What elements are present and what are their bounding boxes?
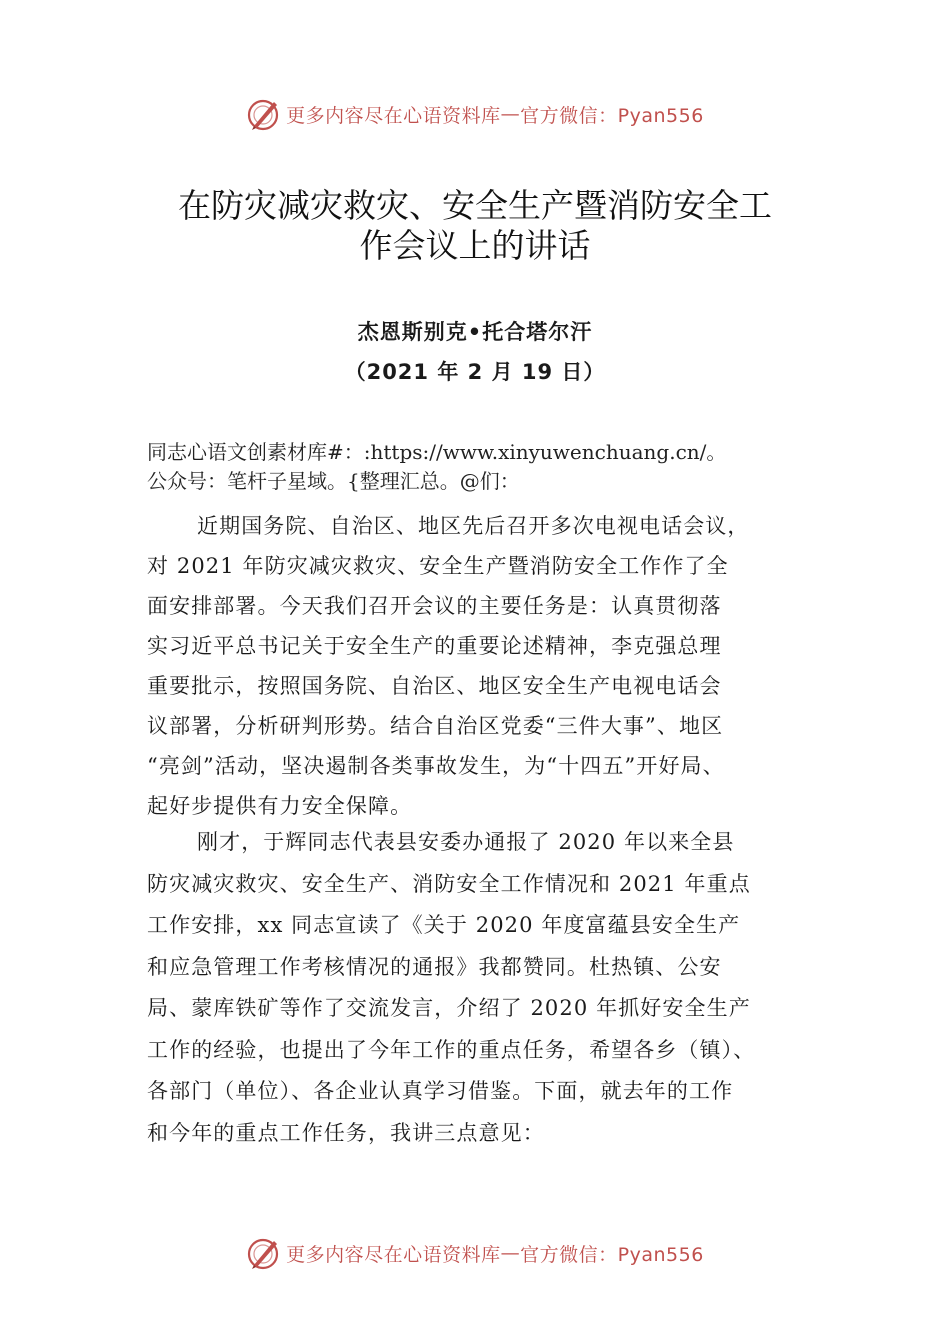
document-title [120, 186, 830, 266]
paragraph-line: 对 2021 年防灾减灾救灾、安全生产暨消防安全工作作了全 [147, 554, 729, 578]
paragraph-line: 议部署，分析研判形势。结合自治区党委“三件大事”、地区 [147, 714, 724, 738]
notice-line-2: 公众号：笔杆子星域。{整理汇总。@们： [147, 469, 520, 493]
paragraph-line: 各部门（单位）、各企业认真学习借鉴。下面，就去年的工作 [147, 1079, 734, 1103]
banner-dash: — [500, 103, 521, 125]
title-line-1: 在防灾减灾救灾、安全生产暨消防安全工 [178, 186, 772, 225]
notice-line-1: 同志心语文创素材库#：:https://www.xinyuwenchuang.cn/。 [147, 440, 727, 464]
banner-dash: — [500, 1242, 521, 1264]
paragraph-line: 重要批示，按照国务院、自治区、地区安全生产电视电话会 [147, 674, 722, 698]
paragraph-line: 工作的经验，也提出了今年工作的重点任务，希望各乡（镇）、 [147, 1037, 756, 1062]
banner-left-text: 更多内容尽在心语资料库 [286, 1243, 501, 1266]
pen-seal-logo-icon [246, 96, 282, 132]
pen-seal-logo-icon [246, 1235, 282, 1271]
paragraph-line: 刚才，于辉同志代表县安委办通报了 2020 年以来全县 [197, 830, 735, 854]
paragraph-1 [147, 506, 837, 826]
paragraph-line: 局、蒙库铁矿等作了交流发言，介绍了 2020 年抓好安全生产 [147, 996, 751, 1020]
title-line-2: 作会议上的讲话 [359, 226, 591, 265]
bottom-banner [0, 1233, 950, 1273]
paragraph-line: 工作安排，xx 同志宣读了《关于 2020 年度富蕴县安全生产 [147, 913, 741, 937]
paragraph-line: “亮剑”活动，坚决遏制各类事故发生，为“十四五”开好局、 [147, 754, 725, 778]
paragraph-line: 面安排部署。今天我们召开会议的主要任务是：认真贯彻落 [147, 594, 722, 618]
speech-date: （2021 年 2 月 19 日） [344, 360, 606, 384]
source-notice [147, 438, 837, 496]
banner-left-text: 更多内容尽在心语资料库 [286, 104, 501, 127]
paragraph-line: 近期国务院、自治区、地区先后召开多次电视电话会议， [197, 514, 750, 538]
top-banner [0, 94, 950, 134]
author-name: 杰恩斯别克•托合塔尔汗 [357, 320, 593, 344]
paragraph-line: 和今年的重点工作任务，我讲三点意见： [147, 1120, 545, 1145]
banner-right-text: 官方微信：Pyan556 [520, 104, 704, 127]
paragraph-2 [147, 822, 837, 1154]
paragraph-line: 起好步提供有力安全保障。 [147, 794, 413, 818]
paragraph-line: 和应急管理工作考核情况的通报》我都赞同。杜热镇、公安 [147, 954, 722, 979]
banner-right-text: 官方微信：Pyan556 [520, 1243, 704, 1266]
paragraph-line: 防灾减灾救灾、安全生产、消防安全工作情况和 2021 年重点 [147, 871, 751, 896]
paragraph-line: 实习近平总书记关于安全生产的重要论述精神，李克强总理 [147, 634, 722, 658]
